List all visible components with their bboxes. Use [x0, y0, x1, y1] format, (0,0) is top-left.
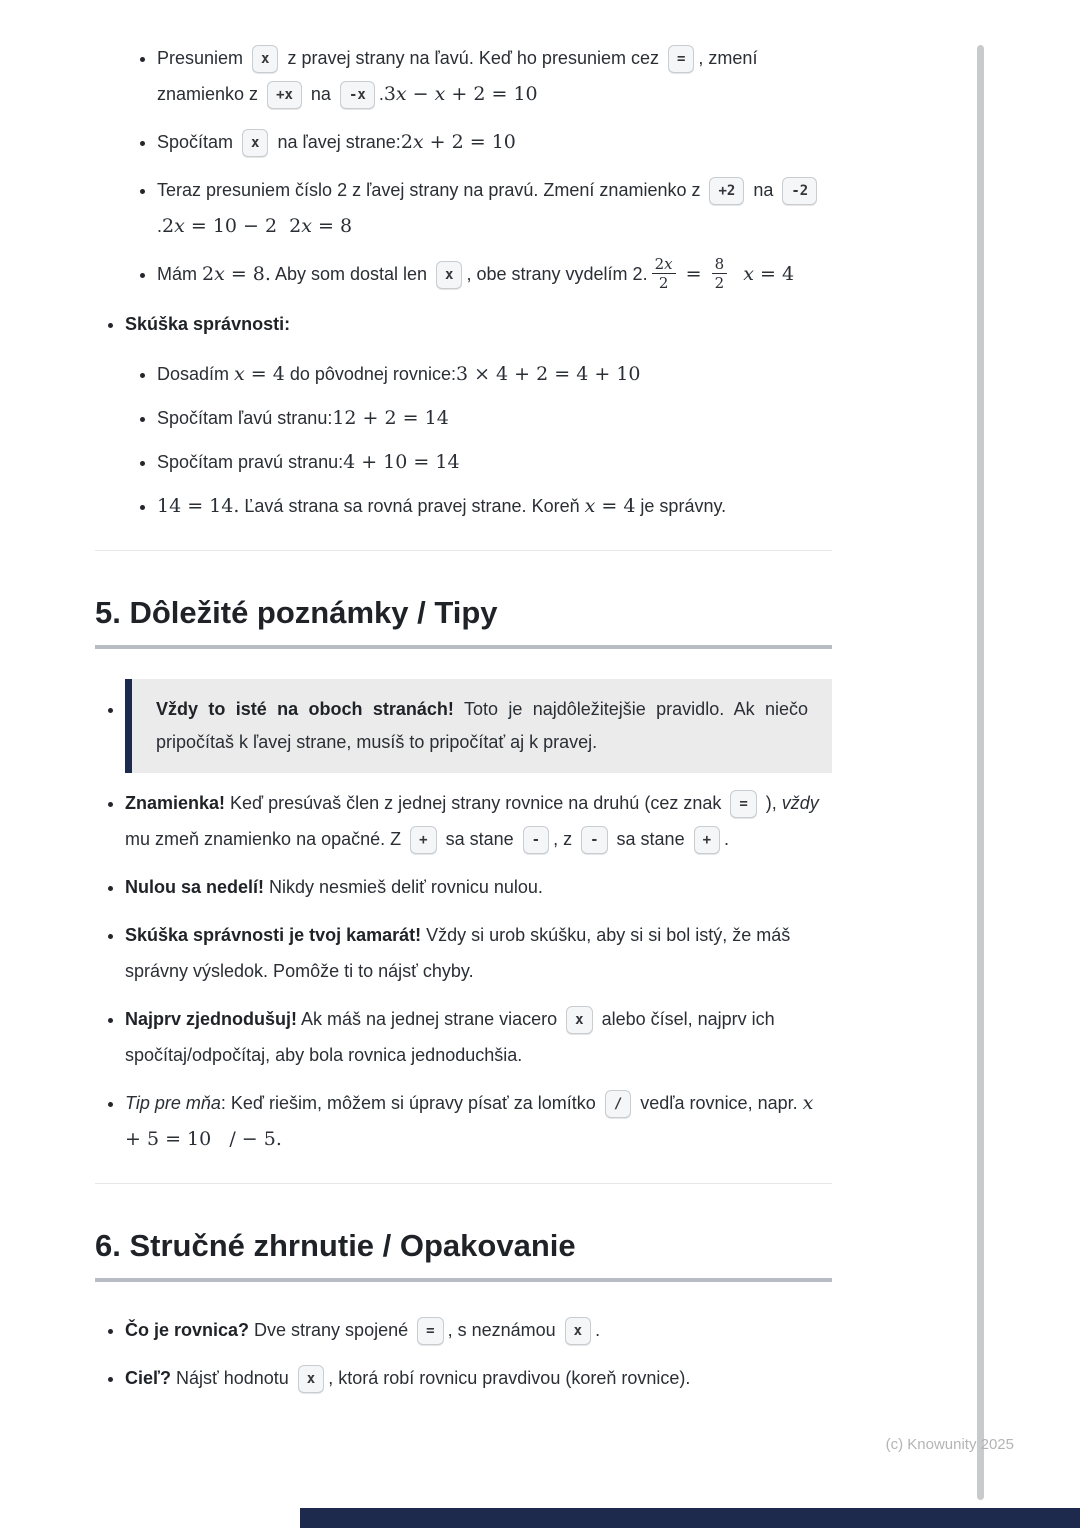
list-item-text: Mám 2x = 8. Aby som dostal len x , obe strany vydelím 2. $\frac{2x}{2}$ = $\frac{8}{2}$ x = 4 — [157, 254, 795, 292]
math-expression: x = 4 — [234, 362, 285, 385]
math-expression: x = 4 — [584, 494, 636, 517]
key-box: x — [566, 1006, 592, 1034]
key-box: -x — [340, 81, 375, 109]
key-box: / — [605, 1090, 631, 1118]
math-expression: 2x = 10 − 2 2x = 8 — [162, 215, 353, 237]
list-item — [157, 172, 832, 244]
math-expression: 3 × 4 + 2 = 4 + 10 — [455, 362, 641, 385]
list-item — [157, 444, 832, 480]
list-item — [125, 1001, 832, 1073]
list-item-text: Čo je rovnica? Dve strany spojené = , s neznámou x . — [125, 1320, 600, 1340]
next-page-edge — [300, 1508, 1080, 1528]
key-box: x — [252, 45, 278, 73]
list-item — [125, 679, 832, 773]
check-sublist — [125, 356, 832, 524]
list-item — [125, 785, 832, 857]
math-expression: 12 + 2 = 14 — [332, 406, 449, 429]
divider — [95, 550, 832, 551]
math-expression: = — [679, 263, 708, 285]
summary-list — [95, 1312, 832, 1396]
list-item-text: Tip pre mňa: Keď riešim, môžem si úpravy písať za lomítko / vedľa rovnice, napr. x + 5 = 10 / − 5. — [125, 1091, 820, 1150]
list-item-text: Dosadím x = 4 do pôvodnej rovnice:3 × 4 + 2 = 4 + 10 — [157, 362, 641, 385]
blockquote-text: Vždy to isté na oboch stranách! Toto je najdôležitejšie pravidlo. Ak niečo pripočítaš k ľavej strane, musíš to pripočítať aj k pravej. — [156, 698, 808, 752]
list-item-text: Skúška správnosti je tvoj kamarát! Vždy si urob skúšku, aby si si bol istý, že máš správny výsledok. Pomôže ti to nájsť chyby. — [125, 924, 791, 981]
list-item-text: Najprv zjednodušuj! Ak máš na jednej strane viacero x alebo čísel, najprv ich spočítaj/odpočítaj, aby bola rovnica jednoduchšia. — [125, 1009, 775, 1065]
key-box: x — [565, 1317, 591, 1345]
math-expression: 3x − x + 2 = 10 — [383, 83, 538, 105]
key-box: = — [668, 45, 694, 73]
section-6-heading: 6. Stručné zhrnutie / Opakovanie — [95, 1228, 832, 1282]
key-box: = — [730, 790, 756, 818]
math-expression: 4 + 10 = 14 — [343, 450, 460, 473]
list-item-text: Presuniem x z pravej strany na ľavú. Keď ho presuniem cez = , zmení znamienko z +x na -x .3x − x + 2 = 10 — [157, 48, 757, 104]
list-item-text: Spočítam pravú stranu:4 + 10 = 14 — [157, 450, 460, 473]
list-item — [157, 356, 832, 392]
math-fraction: $\frac{8}{2}$ — [712, 255, 728, 292]
list-item — [125, 917, 832, 989]
footer-credit: (c) Knowunity 2025 — [885, 1436, 1014, 1453]
list-item — [125, 1360, 832, 1396]
list-item-text: 14 = 14. Ľavá strana sa rovná pravej strane. Koreň x = 4 je správny. — [157, 494, 727, 517]
key-box: x — [242, 129, 268, 157]
solution-steps-list — [95, 40, 832, 294]
divider — [95, 1183, 832, 1184]
list-item — [125, 1312, 832, 1348]
list-item-text: Spočítam x na ľavej strane:2x + 2 = 10 — [157, 132, 516, 152]
check-title: Skúška správnosti: — [125, 313, 291, 334]
list-item-text: Cieľ? Nájsť hodnotu x , ktorá robí rovnicu pravdivou (koreň rovnice). — [125, 1368, 690, 1388]
math-expression: 2x + 2 = 10 — [400, 131, 516, 153]
math-expression: 14 = 14. — [157, 494, 240, 517]
check-list — [95, 306, 832, 524]
key-box: -2 — [782, 177, 817, 205]
list-item-text: Spočítam ľavú stranu:12 + 2 = 14 — [157, 406, 449, 429]
scrollbar[interactable] — [977, 45, 984, 1500]
section-5-heading: 5. Dôležité poznámky / Tipy — [95, 595, 832, 649]
list-item — [157, 488, 832, 524]
key-box: = — [417, 1317, 443, 1345]
list-item — [157, 256, 832, 294]
key-box: - — [523, 826, 549, 854]
key-box: - — [581, 826, 607, 854]
math-expression: x + 5 = 10 / − 5. — [125, 1091, 820, 1150]
math-expression: 2x = 8. — [202, 263, 271, 285]
list-item — [157, 124, 832, 160]
list-item — [125, 1085, 832, 1157]
key-box: + — [694, 826, 720, 854]
key-box: x — [298, 1365, 324, 1393]
tips-list — [95, 679, 832, 1157]
key-box: x — [436, 261, 462, 289]
list-item — [157, 40, 832, 112]
key-box: +x — [267, 81, 302, 109]
key-box: + — [410, 826, 436, 854]
document-content — [95, 40, 832, 1408]
list-item-text: Teraz presuniem číslo 2 z ľavej strany na pravú. Zmení znamienko z +2 na -2.2x = 10 − 2 2x = 8 — [157, 180, 821, 236]
list-item — [125, 306, 832, 524]
math-fraction: $\frac{2x}{2}$ — [652, 255, 676, 292]
list-item-text: Znamienka! Keď presúvaš člen z jednej strany rovnice na druhú (cez znak = ), vždy mu zmeň znamienko na opačné. Z + sa stane - , z - sa stane + . — [125, 793, 819, 849]
list-item — [125, 869, 832, 905]
list-item-text: Nulou sa nedelí! Nikdy nesmieš deliť rovnicu nulou. — [125, 876, 543, 897]
callout-blockquote — [125, 679, 832, 773]
key-box: +2 — [709, 177, 744, 205]
math-expression: x = 4 — [743, 263, 795, 285]
list-item — [157, 400, 832, 436]
